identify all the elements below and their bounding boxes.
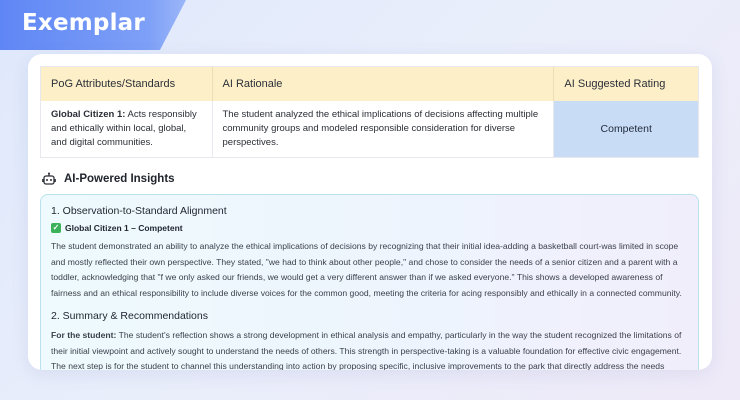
alignment-badge-label: Global Citizen 1 – Competent [65, 223, 183, 233]
insights-header [42, 172, 175, 186]
header-rationale: AI Rationale [213, 67, 555, 101]
attribute-cell [41, 101, 213, 157]
section-alignment-title: 1. Observation-to-Standard Alignment [51, 205, 227, 217]
header-attributes: PoG Attributes/Standards [41, 67, 213, 101]
header-rating: AI Suggested Rating [564, 78, 666, 90]
summary-text [51, 328, 686, 370]
table-row [41, 101, 698, 157]
rationale-cell: The student analyzed the ethical implications of decisions affecting multiple community groups and modeled responsible consideration for diverse perspectives. [213, 101, 555, 157]
summary-body: The student's reflection shows a strong development in ethical analysis and empathy, particularly in the way the student recognized the limitations of their initial viewpoint and actively sought to understand the needs of others. This strength in perspective-taking is a valuable foundation for effective civic engagement. The next step is for the student to channel this understanding into action by proposing specific, inclusive improvements to the park that directly address the needs [51, 330, 682, 370]
robot-icon [42, 172, 56, 186]
table-header-row [41, 67, 698, 101]
banner-title: Exemplar [22, 10, 145, 36]
attribute-name: Global Citizen 1: [51, 109, 126, 120]
alignment-badge [51, 223, 686, 233]
standards-table [40, 66, 699, 158]
insights-title: AI-Powered Insights [64, 173, 175, 185]
section-summary-title: 2. Summary & Recommendations [51, 310, 208, 322]
summary-lead: For the student: [51, 330, 117, 340]
attribute-desc: Acts responsibly and ethically within local, global, and digital communities. [51, 109, 197, 148]
check-icon: ✓ [52, 223, 60, 232]
exemplar-card [28, 54, 712, 370]
rating-cell: Competent [554, 101, 698, 157]
insights-panel [40, 194, 699, 370]
alignment-text: The student demonstrated an ability to analyze the ethical implications of decisions by recognizing that their initial idea-adding a basketball court-was limited in scope and mostly reflected their own perspective. They stated, "we had to think about other people," and chose to consider the needs of a senior citizen and a parent with a toddler, acknowledging that "f we only asked our friends, we would get a very different answer than if we asked everyone." This shows a developed awareness of fairness and an ethical responsibility to include diverse voices for the common good, meeting the criteria for acing responsibly and ethically in a connected community. [51, 241, 682, 298]
